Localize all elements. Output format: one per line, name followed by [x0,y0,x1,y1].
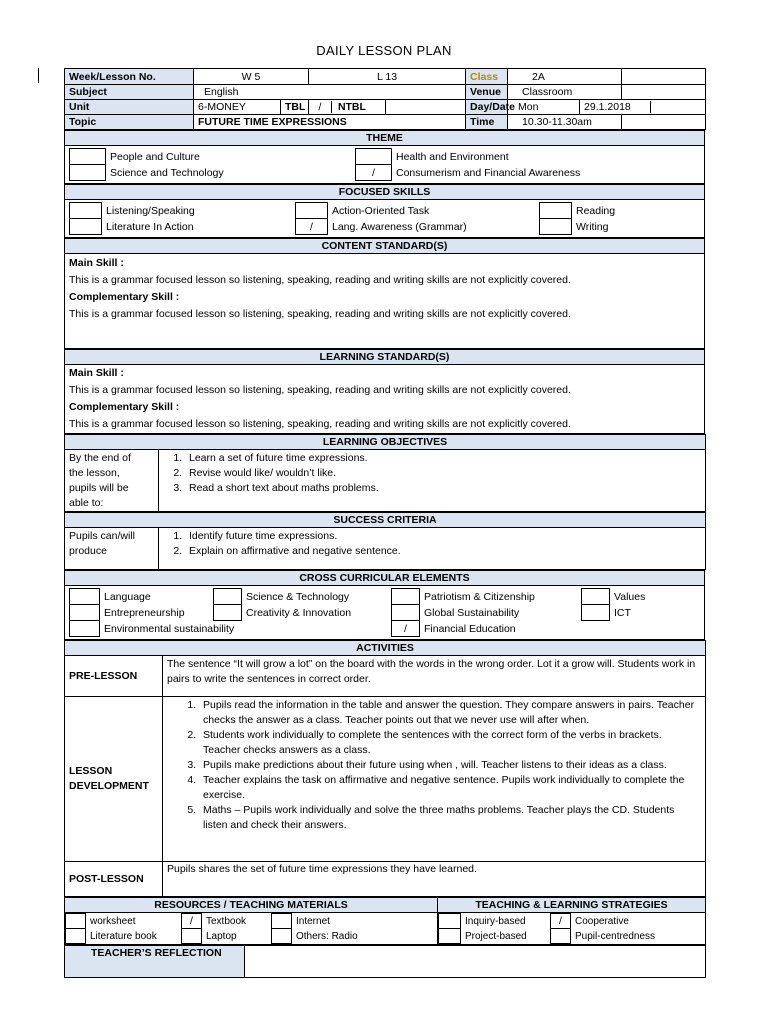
week-value: W 5 [194,69,309,85]
activities-heading: ACTIVITIES [65,641,706,656]
cross-curricular-heading: CROSS CURRICULAR ELEMENTS [65,571,705,586]
resource-checkbox-literature[interactable] [66,929,86,944]
strategy-checkbox-inquiry[interactable] [439,914,461,929]
pre-lesson-text: The sentence “It will grow a lot” on the board with the words in the wrong order. Lot it a grow will. Students work in pairs to write the sentences in correct order. [163,656,706,697]
topic-label: Topic [65,115,194,130]
objective-item: 1. Learn a set of future time expressions. [185,451,701,466]
strategy-checkbox-project[interactable] [439,929,461,944]
objectives-intro-line: By the end of [69,452,131,464]
strategy-checkbox-cooperative[interactable]: / [551,914,571,929]
lesson-plan-document [64,68,705,978]
post-lesson-text: Pupils shares the set of future time expressions they have learned. [163,862,706,897]
development-step: 1. Pupils read the information in the table and answer the question. They compare answers in pairs. Teacher checks the answer as a class. Teacher points out that we never use will after when. [199,698,699,728]
tbl-mark: / [309,101,332,113]
success-criteria-heading: SUCCESS CRITERIA [65,513,706,528]
lesson-value: L 13 [309,69,466,85]
content-standard-heading: CONTENT STANDARD(S) [65,239,705,254]
resource-item: Others: Radio [296,930,358,942]
day-date-label: Day/Date [466,100,508,115]
page-title: DAILY LESSON PLAN [316,43,452,58]
activities-section [64,640,706,897]
resource-checkbox-internet[interactable] [272,914,292,929]
ntbl-label: NTBL [337,101,366,113]
week-lesson-label: Week/Lesson No. [65,69,194,85]
learning-comp-skill-text: This is a grammar focused lesson so listening, speaking, reading and writing skills are not explicitly covered. [69,418,571,430]
strategy-item: Pupil-centredness [575,930,656,942]
resource-item: worksheet [90,915,136,927]
cross-item: Global Sustainability [424,606,520,619]
cross-checkbox-language[interactable] [70,589,100,605]
theme-checkbox-consumerism[interactable]: / [356,165,392,181]
learning-standard-heading: LEARNING STANDARD(S) [65,350,705,365]
strategy-checkbox-pupil[interactable] [551,929,571,944]
theme-checkbox-science[interactable] [70,165,106,181]
blank-cell [386,100,466,115]
class-value: 2A [508,69,622,85]
skill-item: Lang. Awareness (Grammar) [332,220,467,233]
theme-item: Consumerism and Financial Awareness [396,166,581,179]
cross-checkbox-ict[interactable] [582,605,610,621]
learning-objectives-section [64,434,706,512]
objectives-intro-line: the lesson, [69,467,120,479]
strategies-heading: TEACHING & LEARNING STRATEGIES [438,898,706,913]
cross-checkbox-entrepreneurship[interactable] [70,605,100,621]
cross-item: Language [104,590,151,603]
resources-strategies-section [64,897,706,945]
content-comp-skill-text: This is a grammar focused lesson so listening, speaking, reading and writing skills are not explicitly covered. [69,308,571,320]
post-lesson-label: POST-LESSON [65,862,163,897]
blank-cell [622,85,706,100]
unit-label: Unit [65,100,194,115]
subject-value: English [194,85,466,100]
time-value: 10.30-11.30am [508,115,622,130]
content-comp-skill-label: Complementary Skill : [69,291,180,303]
cross-checkbox-values[interactable] [582,589,610,605]
subject-label: Subject [65,85,194,100]
learning-objectives-heading: LEARNING OBJECTIVES [65,435,706,450]
cross-item: Financial Education [424,622,516,635]
date-value: 29.1.2018 [580,101,651,113]
theme-item: Science and Technology [110,166,224,179]
skill-checkbox-writing[interactable] [540,219,572,235]
theme-item: People and Culture [110,150,200,163]
theme-checkbox-health[interactable] [356,149,392,165]
focused-skills-heading: FOCUSED SKILLS [65,185,705,200]
theme-item: Health and Environment [396,150,509,163]
resource-item: Textbook [206,915,247,927]
skill-checkbox-reading[interactable] [540,203,572,219]
resource-checkbox-worksheet[interactable] [66,914,86,929]
class-label: Class [466,69,508,85]
learning-standard-section [64,349,705,434]
strategy-item: Cooperative [575,915,629,927]
blank-cell [622,69,706,85]
cross-item: ICT [614,606,631,619]
success-intro-line: Pupils can/will [69,530,135,542]
topic-value: FUTURE TIME EXPRESSIONS [194,115,466,130]
cross-checkbox-environmental[interactable] [70,621,100,637]
content-main-skill-label: Main Skill : [69,257,124,269]
venue-label: Venue [466,85,508,100]
text-cursor [38,68,39,83]
header-info-table [64,68,706,130]
development-step: 5. Maths – Pupils work individually and solve the three maths problems. Teacher plays the CD. Students listen and check their answers. [199,803,699,833]
objectives-intro-line: able to: [69,497,104,509]
theme-checkbox-people[interactable] [70,149,106,165]
lesson-development-label: LESSON DEVELOPMENT [65,697,163,862]
cross-checkbox-financial[interactable]: / [392,621,420,637]
learning-main-skill-label: Main Skill : [69,367,124,379]
objective-item: 2. Revise would like/ wouldn’t like. [185,466,701,481]
content-main-skill-text: This is a grammar focused lesson so listening, speaking, reading and writing skills are not explicitly covered. [69,274,571,286]
unit-value: 6-MONEY [194,100,281,115]
cross-item: Science & Technology [246,590,350,603]
objectives-intro-line: pupils will be [69,482,129,494]
skill-checkbox-action[interactable] [296,203,328,219]
development-step: 4. Teacher explains the task on affirmative and negative sentence. Pupils work individually to complete the exercise. [199,773,699,803]
focused-skills-section [64,184,705,238]
skill-item: Listening/Speaking [106,204,195,217]
success-intro-line: produce [69,545,107,557]
cross-item: Patriotism & Citizenship [424,590,535,603]
cross-item: Creativity & Innovation [246,606,352,619]
development-step: 2. Students work individually to complete the sentences with the correct form of the verbs in brackets. Teacher checks answers as a class. [199,728,699,758]
teacher-reflection-field[interactable] [245,946,706,978]
success-item: 1. Identify future time expressions. [185,529,701,544]
skill-item: Literature In Action [106,220,194,233]
development-step: 3. Pupils make predictions about their future using when , will. Teacher listens to their ideas as a class. [199,758,699,773]
skill-item: Writing [576,220,609,233]
cross-checkbox-global[interactable] [392,605,420,621]
resource-item: Internet [296,915,330,927]
learning-comp-skill-label: Complementary Skill : [69,401,180,413]
resource-checkbox-others[interactable] [272,929,292,944]
skill-checkbox-literature[interactable] [70,219,102,235]
strategy-item: Inquiry-based [465,915,526,927]
reflection-section [64,945,706,978]
skill-checkbox-grammar[interactable]: / [296,219,328,235]
strategy-item: Project-based [465,930,527,942]
resource-item: Literature book [90,930,157,942]
skill-item: Action-Oriented Task [332,204,430,217]
day-value: Mon [508,100,580,115]
teacher-reflection-label: TEACHER’S REFLECTION [65,946,245,978]
theme-section [64,130,705,184]
time-label: Time [466,115,508,130]
tbl-label: TBL [281,100,309,115]
success-item: 2. Explain on affirmative and negative sentence. [185,544,701,559]
success-criteria-section [64,512,706,570]
learning-main-skill-text: This is a grammar focused lesson so listening, speaking, reading and writing skills are not explicitly covered. [69,384,571,396]
cross-checkbox-patriotism[interactable] [392,589,420,605]
resources-heading: RESOURCES / TEACHING MATERIALS [65,898,438,913]
venue-value: Classroom [508,85,622,100]
cross-checkbox-science[interactable] [214,589,242,605]
theme-heading: THEME [65,131,705,146]
skill-item: Reading [576,204,616,217]
cross-checkbox-creativity[interactable] [214,605,242,621]
cross-item: Values [614,590,646,603]
cross-curricular-section [64,570,705,640]
blank-cell [622,115,706,130]
resource-item: Laptop [206,930,237,942]
objective-item: 3. Read a short text about maths problems. [185,481,701,496]
cross-item: Environmental sustainability [104,622,235,635]
cross-item: Entrepreneurship [104,606,185,619]
pre-lesson-label: PRE-LESSON [65,656,163,697]
content-standard-section [64,238,705,349]
skill-checkbox-listening[interactable] [70,203,102,219]
resource-checkbox-laptop[interactable] [182,929,202,944]
resource-checkbox-textbook[interactable]: / [182,914,202,929]
